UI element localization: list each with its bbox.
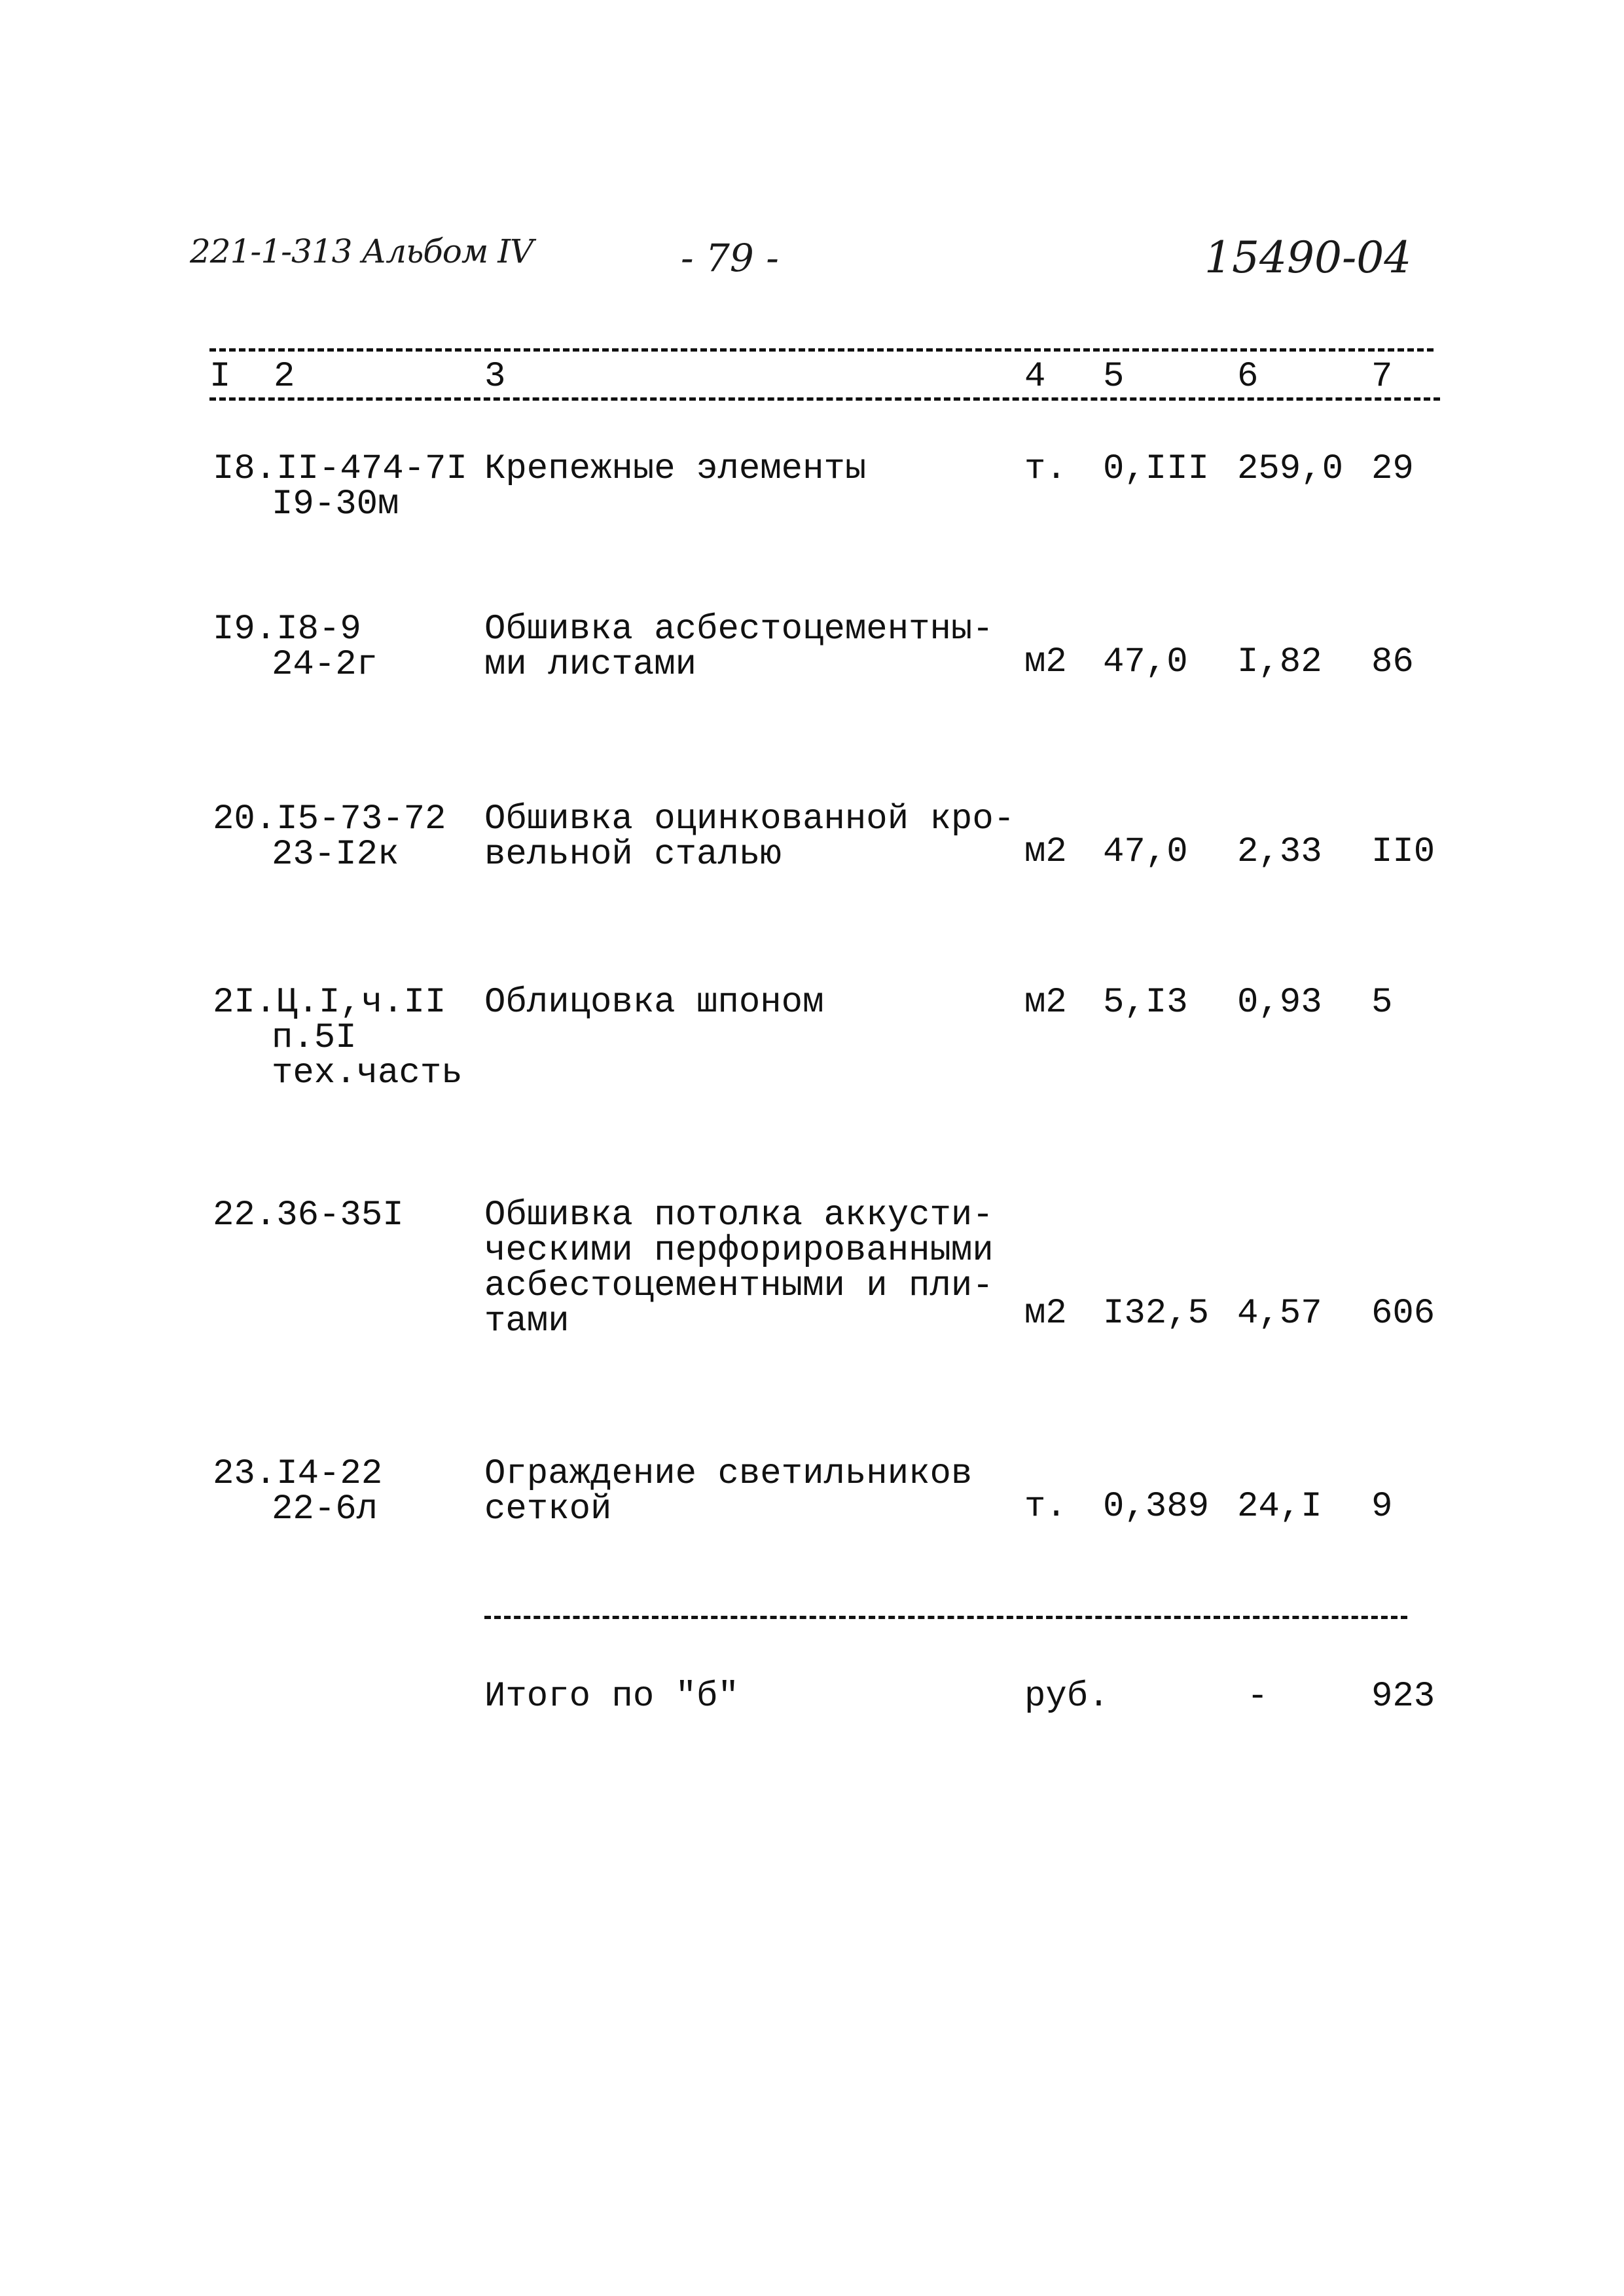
row-code-line: 2I.Ц.I,ч.II bbox=[213, 983, 446, 1023]
row-code-line: 22-6л bbox=[272, 1489, 378, 1529]
row-code bbox=[213, 1454, 475, 1529]
summary-unit: руб. bbox=[1024, 1677, 1110, 1717]
row-description bbox=[484, 985, 1047, 1021]
row-description-line: ческими перфорированными bbox=[484, 1231, 994, 1271]
row-unit: м2 bbox=[1024, 832, 1067, 872]
row-description-line: Крепежные элементы bbox=[484, 449, 867, 489]
row-unit: т. bbox=[1024, 1487, 1067, 1527]
row-total: 9 bbox=[1371, 1487, 1393, 1527]
summary-total: 923 bbox=[1371, 1677, 1435, 1717]
column-number: 7 bbox=[1371, 357, 1393, 397]
row-code-line: 23-I2к bbox=[272, 835, 399, 875]
row-total: 5 bbox=[1371, 983, 1393, 1023]
header-divider bbox=[209, 348, 1434, 352]
row-code bbox=[213, 1195, 475, 1235]
summary-label: Итого по "б" bbox=[484, 1677, 739, 1717]
row-description-line: ми листами bbox=[484, 645, 697, 685]
row-unit-price: 0,93 bbox=[1237, 983, 1322, 1023]
row-total: II0 bbox=[1371, 832, 1435, 872]
row-code bbox=[213, 985, 475, 1091]
row-unit-price: 24,I bbox=[1237, 1487, 1322, 1527]
row-quantity: 0,389 bbox=[1103, 1487, 1210, 1527]
column-number: 5 bbox=[1103, 357, 1125, 397]
row-code-line: I8.II-474-7I bbox=[213, 449, 467, 489]
row-code-line: 23.I4-22 bbox=[213, 1454, 383, 1494]
row-description bbox=[484, 449, 1047, 489]
row-quantity: 5,I3 bbox=[1103, 983, 1188, 1023]
row-description-line: тами bbox=[484, 1302, 569, 1341]
row-code-line: п.5I bbox=[272, 1018, 357, 1058]
row-description-line: Обшивка асбестоцементны- bbox=[484, 610, 994, 649]
row-quantity: 0,III bbox=[1103, 449, 1210, 489]
row-unit: т. bbox=[1024, 449, 1067, 489]
page-number: - 79 - bbox=[681, 236, 779, 280]
column-numbers-underline bbox=[209, 397, 1440, 401]
row-code bbox=[213, 612, 475, 683]
column-number: I bbox=[209, 357, 231, 397]
row-description bbox=[484, 799, 1047, 875]
row-description bbox=[484, 1195, 1047, 1341]
row-description-line: Обшивка потолка аккусти- bbox=[484, 1195, 994, 1235]
row-code-line: I9-30м bbox=[272, 484, 399, 524]
row-description bbox=[484, 1454, 1047, 1529]
row-unit-price: 2,33 bbox=[1237, 832, 1322, 872]
row-unit-price: 4,57 bbox=[1237, 1294, 1322, 1334]
row-unit: м2 bbox=[1024, 642, 1067, 682]
row-quantity: 47,0 bbox=[1103, 832, 1188, 872]
row-code bbox=[213, 799, 475, 875]
row-unit-price: 259,0 bbox=[1237, 449, 1344, 489]
row-code-line: тех.часть bbox=[272, 1053, 463, 1093]
row-unit: м2 bbox=[1024, 1294, 1067, 1334]
summary-divider bbox=[484, 1616, 1407, 1619]
row-description-line: сеткой bbox=[484, 1489, 612, 1529]
row-description-line: Обшивка оцинкованной кро- bbox=[484, 799, 1015, 839]
row-code-line: 20.I5-73-72 bbox=[213, 799, 446, 839]
document-number: 15490-04 bbox=[1204, 232, 1412, 283]
row-unit-price: I,82 bbox=[1237, 642, 1322, 682]
row-description-line: Облицовка шпоном bbox=[484, 983, 824, 1023]
row-description-line: асбестоцементными и пли- bbox=[484, 1266, 994, 1306]
row-total: 29 bbox=[1371, 449, 1414, 489]
row-description bbox=[484, 612, 1047, 683]
document-code: 221-1-313 Альбом IV bbox=[190, 232, 533, 270]
row-total: 606 bbox=[1371, 1294, 1435, 1334]
row-description-line: Ограждение светильников bbox=[484, 1454, 973, 1494]
column-number: 2 bbox=[274, 357, 295, 397]
summary-dash: - bbox=[1247, 1677, 1269, 1717]
row-code bbox=[213, 449, 475, 524]
column-numbers-row bbox=[209, 357, 1440, 403]
row-total: 86 bbox=[1371, 642, 1414, 682]
row-code-line: 24-2г bbox=[272, 645, 378, 685]
row-unit: м2 bbox=[1024, 983, 1067, 1023]
column-number: 6 bbox=[1237, 357, 1259, 397]
row-quantity: I32,5 bbox=[1103, 1294, 1210, 1334]
row-description-line: вельной сталью bbox=[484, 835, 782, 875]
column-number: 4 bbox=[1024, 357, 1046, 397]
row-code-line: 22.36-35I bbox=[213, 1195, 404, 1235]
column-number: 3 bbox=[484, 357, 506, 397]
row-code-line: I9.I8-9 bbox=[213, 610, 361, 649]
row-quantity: 47,0 bbox=[1103, 642, 1188, 682]
